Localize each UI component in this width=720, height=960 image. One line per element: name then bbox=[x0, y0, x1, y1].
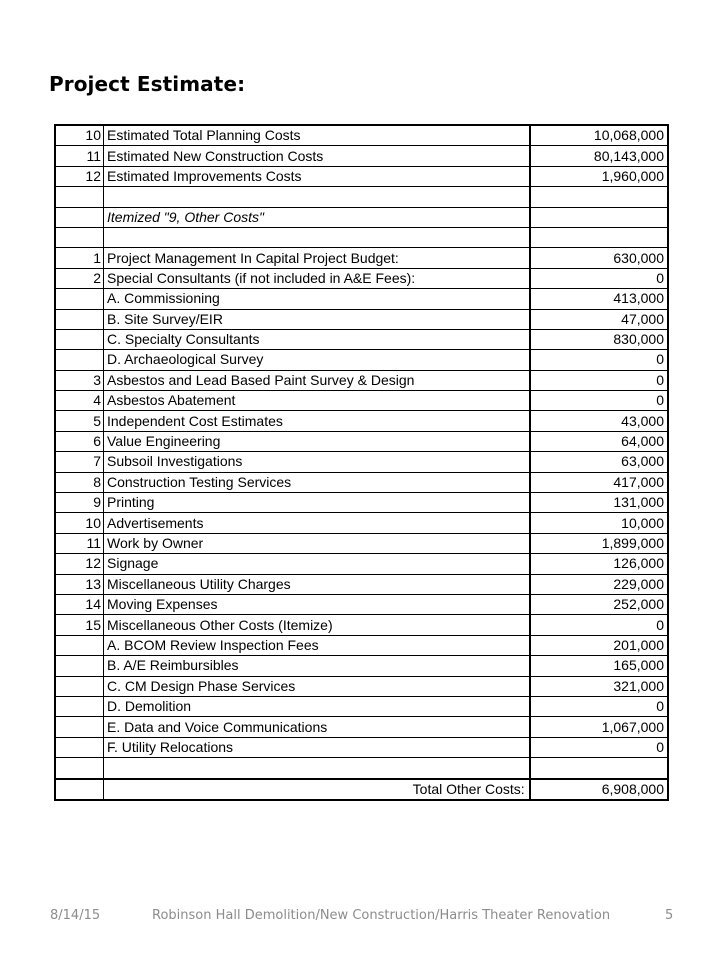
line-number-cell: 7 bbox=[55, 452, 104, 472]
amount-cell bbox=[530, 758, 668, 779]
description-cell: Total Other Costs: bbox=[104, 779, 530, 800]
table-row bbox=[55, 207, 668, 227]
amount-cell: 0 bbox=[530, 737, 668, 757]
table-row bbox=[55, 758, 668, 779]
table-row bbox=[55, 289, 668, 309]
table-row bbox=[55, 472, 668, 492]
table-row bbox=[55, 125, 668, 146]
description-cell: Work by Owner bbox=[104, 533, 530, 553]
table-row bbox=[55, 676, 668, 696]
table-row bbox=[55, 411, 668, 431]
amount-cell: 630,000 bbox=[530, 248, 668, 268]
amount-cell: 0 bbox=[530, 391, 668, 411]
amount-cell: 165,000 bbox=[530, 656, 668, 676]
table-row bbox=[55, 146, 668, 166]
description-cell: B. Site Survey/EIR bbox=[104, 309, 530, 329]
amount-cell: 252,000 bbox=[530, 594, 668, 614]
table-row bbox=[55, 227, 668, 247]
description-cell: A. BCOM Review Inspection Fees bbox=[104, 635, 530, 655]
amount-cell: 0 bbox=[530, 268, 668, 288]
amount-cell: 0 bbox=[530, 350, 668, 370]
line-number-cell: 15 bbox=[55, 615, 104, 635]
line-number-cell bbox=[55, 717, 104, 737]
project-estimate-table bbox=[54, 124, 669, 801]
line-number-cell bbox=[55, 309, 104, 329]
amount-cell: 64,000 bbox=[530, 431, 668, 451]
line-number-cell bbox=[55, 289, 104, 309]
line-number-cell bbox=[55, 656, 104, 676]
description-cell: Printing bbox=[104, 493, 530, 513]
amount-cell: 10,000 bbox=[530, 513, 668, 533]
table-row bbox=[55, 268, 668, 288]
line-number-cell bbox=[55, 207, 104, 227]
description-cell: Itemized "9, Other Costs" bbox=[104, 207, 530, 227]
line-number-cell: 14 bbox=[55, 594, 104, 614]
line-number-cell: 13 bbox=[55, 574, 104, 594]
table-row bbox=[55, 391, 668, 411]
description-cell: Signage bbox=[104, 554, 530, 574]
description-cell: E. Data and Voice Communications bbox=[104, 717, 530, 737]
line-number-cell: 12 bbox=[55, 554, 104, 574]
description-cell: Special Consultants (if not included in A&E Fees): bbox=[104, 268, 530, 288]
table-row bbox=[55, 779, 668, 800]
description-cell: D. Demolition bbox=[104, 696, 530, 716]
table-row bbox=[55, 493, 668, 513]
line-number-cell: 11 bbox=[55, 533, 104, 553]
description-cell bbox=[104, 758, 530, 779]
amount-cell: 417,000 bbox=[530, 472, 668, 492]
amount-cell: 0 bbox=[530, 696, 668, 716]
amount-cell: 126,000 bbox=[530, 554, 668, 574]
line-number-cell: 4 bbox=[55, 391, 104, 411]
table-row bbox=[55, 615, 668, 635]
description-cell: Asbestos Abatement bbox=[104, 391, 530, 411]
description-cell: Independent Cost Estimates bbox=[104, 411, 530, 431]
description-cell: A. Commissioning bbox=[104, 289, 530, 309]
amount-cell: 10,068,000 bbox=[530, 125, 668, 146]
table-row bbox=[55, 187, 668, 207]
line-number-cell: 10 bbox=[55, 125, 104, 146]
description-cell: Subsoil Investigations bbox=[104, 452, 530, 472]
table-row bbox=[55, 696, 668, 716]
table-row bbox=[55, 452, 668, 472]
description-cell: F. Utility Relocations bbox=[104, 737, 530, 757]
amount-cell: 1,960,000 bbox=[530, 166, 668, 186]
page-number: 5 bbox=[665, 908, 674, 923]
amount-cell: 80,143,000 bbox=[530, 146, 668, 166]
line-number-cell bbox=[55, 350, 104, 370]
table-row bbox=[55, 594, 668, 614]
line-number-cell: 5 bbox=[55, 411, 104, 431]
amount-cell: 6,908,000 bbox=[530, 779, 668, 800]
description-cell: Asbestos and Lead Based Paint Survey & Design bbox=[104, 370, 530, 390]
amount-cell: 1,899,000 bbox=[530, 533, 668, 553]
amount-cell: 43,000 bbox=[530, 411, 668, 431]
line-number-cell: 6 bbox=[55, 431, 104, 451]
description-cell: Value Engineering bbox=[104, 431, 530, 451]
amount-cell: 321,000 bbox=[530, 676, 668, 696]
amount-cell bbox=[530, 207, 668, 227]
amount-cell bbox=[530, 187, 668, 207]
table-row bbox=[55, 309, 668, 329]
footer-date: 8/14/15 bbox=[50, 908, 101, 923]
table-row bbox=[55, 717, 668, 737]
amount-cell: 201,000 bbox=[530, 635, 668, 655]
description-cell: C. Specialty Consultants bbox=[104, 329, 530, 349]
description-cell: Project Management In Capital Project Budget: bbox=[104, 248, 530, 268]
amount-cell: 830,000 bbox=[530, 329, 668, 349]
description-cell: Advertisements bbox=[104, 513, 530, 533]
description-cell: C. CM Design Phase Services bbox=[104, 676, 530, 696]
table-row bbox=[55, 350, 668, 370]
table-row bbox=[55, 533, 668, 553]
table-row bbox=[55, 635, 668, 655]
description-cell bbox=[104, 187, 530, 207]
line-number-cell bbox=[55, 187, 104, 207]
amount-cell: 63,000 bbox=[530, 452, 668, 472]
table-row bbox=[55, 574, 668, 594]
table-row bbox=[55, 554, 668, 574]
line-number-cell bbox=[55, 227, 104, 247]
line-number-cell bbox=[55, 635, 104, 655]
table-row bbox=[55, 431, 668, 451]
description-cell: Moving Expenses bbox=[104, 594, 530, 614]
description-cell: D. Archaeological Survey bbox=[104, 350, 530, 370]
estimate-table-body bbox=[55, 125, 668, 800]
page-title: Project Estimate: bbox=[49, 72, 246, 96]
table-row bbox=[55, 370, 668, 390]
description-cell: Estimated Improvements Costs bbox=[104, 166, 530, 186]
amount-cell: 0 bbox=[530, 370, 668, 390]
amount-cell: 131,000 bbox=[530, 493, 668, 513]
description-cell: Miscellaneous Utility Charges bbox=[104, 574, 530, 594]
table-row bbox=[55, 656, 668, 676]
description-cell: Miscellaneous Other Costs (Itemize) bbox=[104, 615, 530, 635]
description-cell: B. A/E Reimbursibles bbox=[104, 656, 530, 676]
line-number-cell bbox=[55, 779, 104, 800]
table-row bbox=[55, 737, 668, 757]
footer-title: Robinson Hall Demolition/New Construction/Harris Theater Renovation bbox=[152, 908, 611, 923]
line-number-cell: 3 bbox=[55, 370, 104, 390]
amount-cell bbox=[530, 227, 668, 247]
amount-cell: 47,000 bbox=[530, 309, 668, 329]
line-number-cell: 12 bbox=[55, 166, 104, 186]
line-number-cell: 9 bbox=[55, 493, 104, 513]
line-number-cell: 2 bbox=[55, 268, 104, 288]
description-cell: Estimated Total Planning Costs bbox=[104, 125, 530, 146]
line-number-cell: 10 bbox=[55, 513, 104, 533]
line-number-cell bbox=[55, 676, 104, 696]
description-cell bbox=[104, 227, 530, 247]
line-number-cell: 8 bbox=[55, 472, 104, 492]
line-number-cell bbox=[55, 737, 104, 757]
line-number-cell: 1 bbox=[55, 248, 104, 268]
amount-cell: 413,000 bbox=[530, 289, 668, 309]
description-cell: Construction Testing Services bbox=[104, 472, 530, 492]
amount-cell: 229,000 bbox=[530, 574, 668, 594]
amount-cell: 1,067,000 bbox=[530, 717, 668, 737]
description-cell: Estimated New Construction Costs bbox=[104, 146, 530, 166]
table-row bbox=[55, 248, 668, 268]
table-row bbox=[55, 513, 668, 533]
line-number-cell bbox=[55, 758, 104, 779]
line-number-cell bbox=[55, 696, 104, 716]
amount-cell: 0 bbox=[530, 615, 668, 635]
table-row bbox=[55, 166, 668, 186]
line-number-cell: 11 bbox=[55, 146, 104, 166]
line-number-cell bbox=[55, 329, 104, 349]
table-row bbox=[55, 329, 668, 349]
